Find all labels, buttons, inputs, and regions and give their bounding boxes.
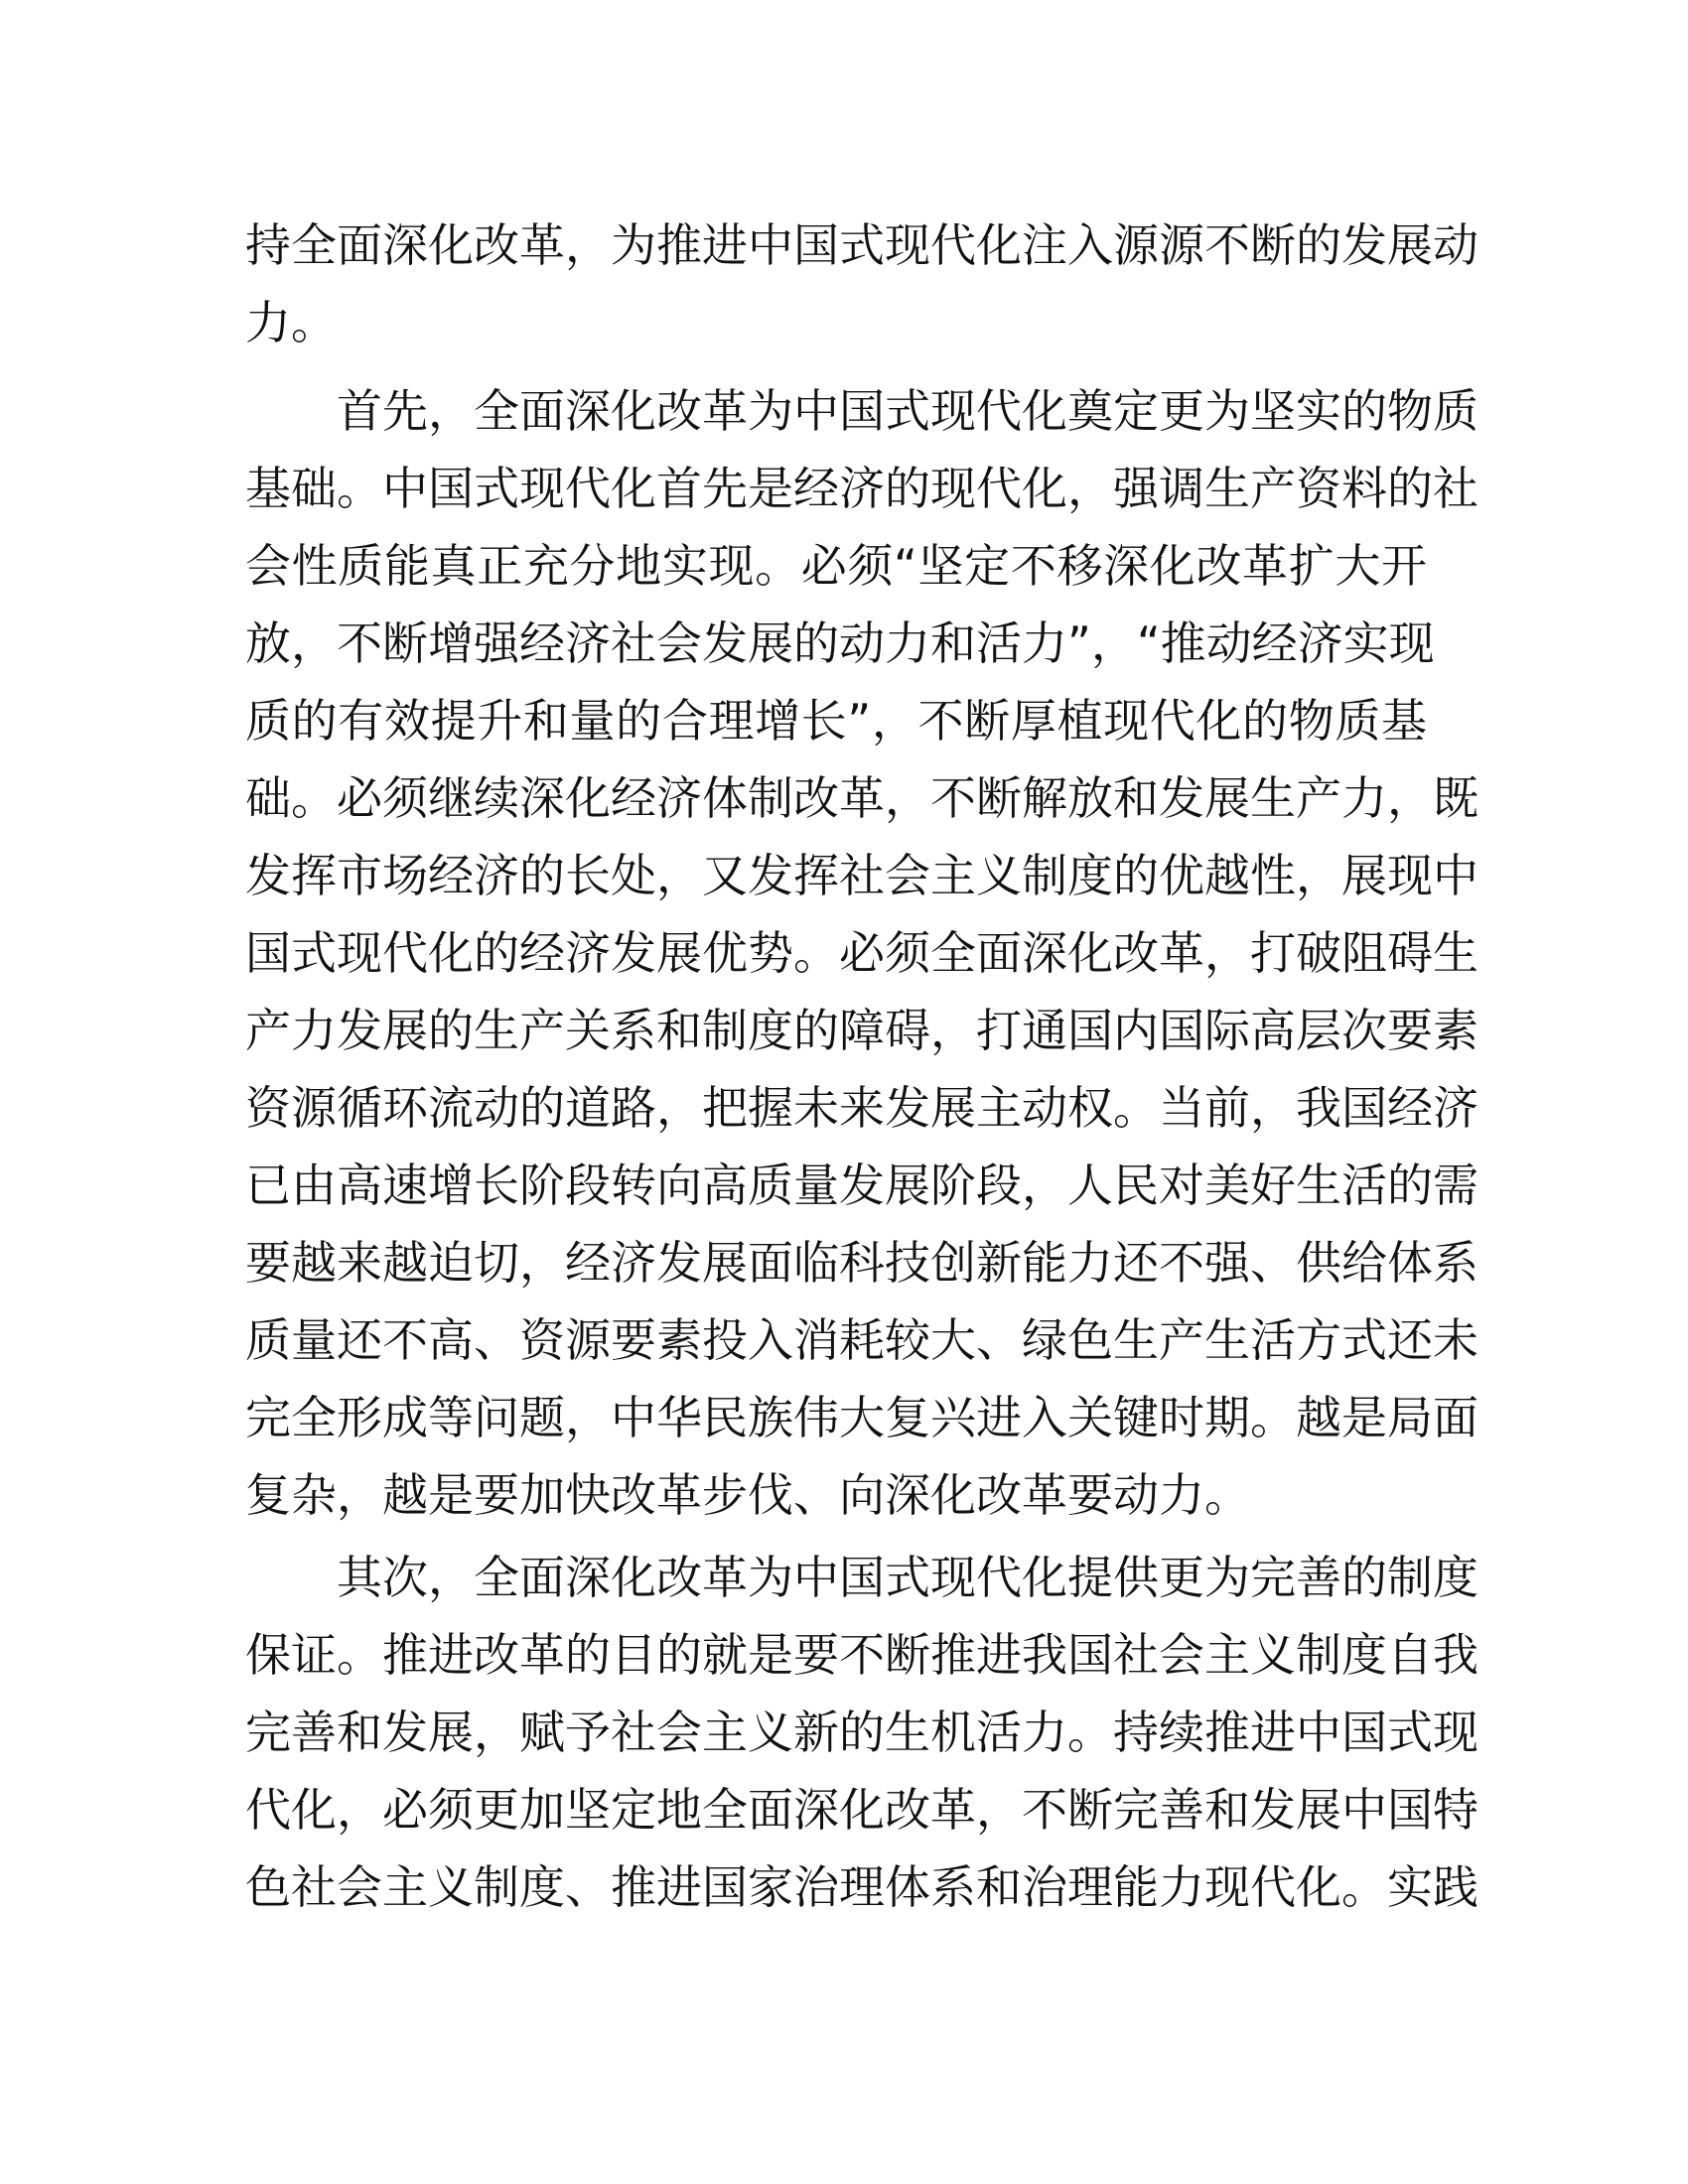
- paragraph-institutional-guarantee: [245, 1539, 1478, 1926]
- text-line: 放，不断增强经济社会发展的动力和活力”，“推动经济实现: [245, 616, 1435, 670]
- text-line: 产力发展的生产关系和制度的障碍，打通国内国际高层次要素: [245, 1004, 1478, 1057]
- text-line: 会性质能真正充分地实现。必须“坚定不移深化改革扩大开: [245, 539, 1427, 593]
- text-line: 国式现代化的经济发展优势。必须全面深化改革，打破阻碍生: [245, 926, 1478, 980]
- text-line: 首先，全面深化改革为中国式现代化奠定更为坚实的物质: [337, 384, 1478, 438]
- text-line: 资源循环流动的道路，把握未来发展主动权。当前，我国经济: [245, 1081, 1478, 1135]
- text-line: 保证。推进改革的目的就是要不断推进我国社会主义制度自我: [245, 1628, 1478, 1682]
- text-line: 其次，全面深化改革为中国式现代化提供更为完善的制度: [337, 1551, 1478, 1604]
- text-line: 完全形成等问题，中华民族伟大复兴进入关键时期。越是局面: [245, 1391, 1478, 1444]
- paragraph-continuation: [245, 206, 1478, 361]
- text-line: 要越来越迫切，经济发展面临科技创新能力还不强、供给体系: [245, 1236, 1478, 1290]
- text-line: 完善和发展，赋予社会主义新的生机活力。持续推进中国式现: [245, 1706, 1478, 1759]
- text-line: 色社会主义制度、推进国家治理体系和治理能力现代化。实践: [245, 1860, 1478, 1914]
- text-line: 质的有效提升和量的合理增长”，不断厚植现代化的物质基: [245, 694, 1427, 748]
- text-line: 基础。中国式现代化首先是经济的现代化，强调生产资料的社: [245, 462, 1478, 515]
- text-line: 已由高速增长阶段转向高质量发展阶段，人民对美好生活的需: [245, 1159, 1478, 1212]
- text-line: 代化，必须更加坚定地全面深化改革，不断完善和发展中国特: [245, 1783, 1478, 1837]
- paragraph-material-foundation: [245, 372, 1478, 1534]
- text-line: 复杂，越是要加快改革步伐、向深化改革要动力。: [245, 1468, 1250, 1522]
- text-line: 础。必须继续深化经济体制改革，不断解放和发展生产力，既: [245, 771, 1478, 825]
- text-line: 力。: [245, 296, 337, 349]
- text-line: 持全面深化改革，为推进中国式现代化注入源源不断的发展动: [245, 218, 1478, 272]
- text-line: 质量还不高、资源要素投入消耗较大、绿色生产生活方式还未: [245, 1313, 1478, 1367]
- text-line: 发挥市场经济的长处，又发挥社会主义制度的优越性，展现中: [245, 849, 1478, 902]
